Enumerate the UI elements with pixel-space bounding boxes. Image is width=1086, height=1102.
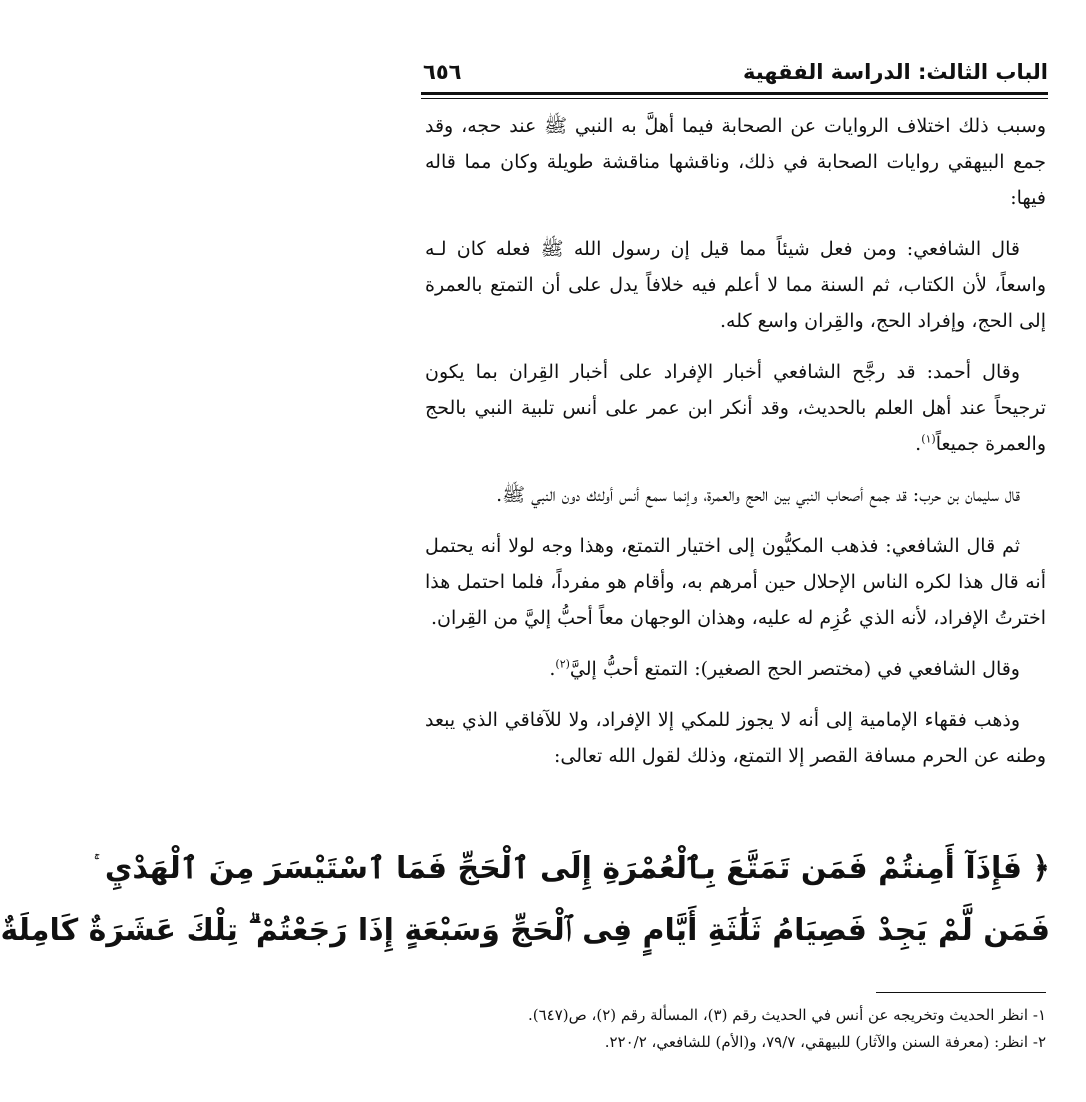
verse-line-2: فَمَن لَّمْ يَجِدْ فَصِيَامُ ثَلَٰثَةِ أَيَّامٍ فِى ٱلْحَجِّ وَسَبْعَةٍ إِذَا رَجَعْتُمْ ۗ تِلْكَ عَشَرَةٌ كَامِلَةٌ [0, 913, 1050, 948]
paragraph [425, 108, 1046, 216]
quran-verse [0, 832, 1050, 962]
footnote-1: ١- انظر الحديث وتخريجه عن أنس في الحديث رقم (٣)، المسألة رقم (٢)، ص(٦٤٧). [527, 1006, 1046, 1024]
verse-line-1 [104, 832, 1050, 900]
paragraph [425, 528, 1046, 636]
footnote-separator [876, 992, 1046, 993]
paragraph [425, 354, 1046, 462]
paragraph-text: ثم قال الشافعي: فذهب المكيُّون إلى اختيار التمتع، وهذا وجه لولا أنه يحتمل أنه قال هذا لكره الناس الإحلال حين أمرهم به، وأقام هو مفرداً، فلما احتمل هذا اخترتُ الإفراد، لأنه الذي عُزِم له عليه، وهذان الوجهان معاً أحبُّ إليَّ من القِران. [425, 535, 1046, 629]
paragraph [425, 231, 1046, 339]
paragraph [425, 651, 1046, 687]
paragraph-tail: . [915, 433, 922, 455]
page-number: ٦٥٦ [423, 60, 462, 84]
footnote-2: ٢- انظر: (معرفة السنن والآثار) للبيهقي، ٧٩/٧، و(الأم) للشافعي، ٢٢٠/٢. [604, 1033, 1046, 1051]
paragraph-text: وسبب ذلك اختلاف الروايات عن الصحابة فيما أهلَّ به النبي ﷺ عند حجه، وقد جمع البيهقي روايات الصحابة في ذلك، وناقشها مناقشة طويلة وكان مما قاله فيها: [425, 115, 1046, 209]
page-body [425, 108, 1046, 789]
footnote-mark[interactable]: (٢) [555, 657, 570, 671]
header-rule-thick [421, 92, 1048, 95]
chapter-title: الباب الثالث: الدراسة الفقهية [742, 60, 1048, 84]
header-rule-thin [421, 98, 1048, 99]
footnotes [423, 1002, 1046, 1056]
paragraph [425, 702, 1046, 774]
paragraph-tail: . [549, 658, 556, 680]
footnote-mark[interactable]: (١) [921, 432, 936, 446]
verse-text: ﴿ فَإِذَآ أَمِنتُمْ فَمَن تَمَتَّعَ بِٱلْعُمْرَةِ إِلَى ٱلْحَجِّ فَمَا ٱسْتَيْسَرَ مِنَ ٱلْهَدْيِ [104, 851, 1050, 886]
paragraph-text: قال سليمان بن حرب: قد جمع أصحاب النبي بين الحج والعمرة، وإنما سمع أنس أولئك دون النبي ﷺ. [496, 484, 1020, 506]
paragraph-text: قال الشافعي: ومن فعل شيئاً مما قيل إن رسول الله ﷺ فعله كان لـه واسعاً، لأن الكتاب، ثم السنة مما لا أعلم فيه خلافاً يدل على أن التمتع بالعمرة إلى الحج، وإفراد الحج، والقِران واسع كله. [425, 238, 1046, 332]
paragraph-text: وقال الشافعي في (مختصر الحج الصغير): التمتع أحبُّ إليَّ [569, 658, 1020, 680]
paragraph-text: وذهب فقهاء الإمامية إلى أنه لا يجوز للمكي إلا الإفراد، ولا للآفاقي الذي يبعد وطنه عن الحرم مسافة القصر إلا التمتع، وذلك لقول الله تعالى: [425, 709, 1046, 767]
page-header [421, 56, 1048, 92]
paragraph [425, 477, 1046, 513]
paragraph-text: وقال أحمد: قد رجَّح الشافعي أخبار الإفراد على أخبار القِران بما يكون ترجيحاً عند أهل العلم بالحديث، وقد أنكر ابن عمر على أنس تلبية النبي بالحج والعمرة جميعاً [425, 361, 1046, 455]
